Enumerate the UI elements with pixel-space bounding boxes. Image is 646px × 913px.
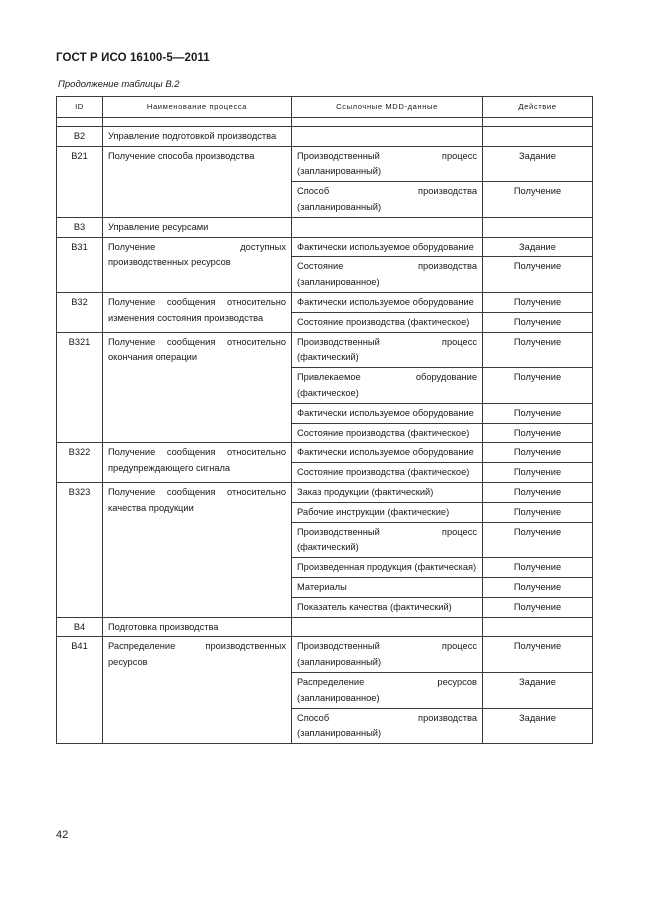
cell-process-name: Распределение производственных ресурсов: [103, 637, 292, 744]
cell-reference-data: [292, 617, 483, 637]
cell-reference-data: Способ производства (запланированный): [292, 708, 483, 744]
cell-reference-data: Производственный процесс (запланированный): [292, 637, 483, 673]
table-caption: Продолжение таблицы В.2: [58, 79, 180, 90]
cell-id: B41: [57, 637, 103, 744]
cell-id: B3: [57, 217, 103, 237]
cell-action: [483, 126, 593, 146]
cell-process-name: Получение сообщения относительно предупреждающего сигнала: [103, 443, 292, 483]
header-spacer-row: [57, 117, 593, 126]
cell-process-name: Получение сообщения относительно изменения состояния производства: [103, 292, 292, 332]
table-row: [57, 637, 593, 673]
cell-process-name: Получение сообщения относительно качества продукции: [103, 482, 292, 617]
table-row: [57, 146, 593, 182]
cell-action: Получение: [483, 558, 593, 578]
cell-reference-data: Состояние производства (фактическое): [292, 312, 483, 332]
cell-process-name: Получение доступных производственных ресурсов: [103, 237, 292, 292]
cell-process-name: Получение сообщения относительно окончания операции: [103, 332, 292, 443]
cell-action: Задание: [483, 146, 593, 182]
cell-action: Получение: [483, 182, 593, 218]
cell-action: Получение: [483, 423, 593, 443]
cell-action: Получение: [483, 292, 593, 312]
column-header-process-name: Наименование процесса: [103, 97, 292, 118]
table-header-row: [57, 97, 593, 118]
column-header-action: Действие: [483, 97, 593, 118]
cell-reference-data: Фактически используемое оборудование: [292, 292, 483, 312]
cell-reference-data: Производственный процесс (фактический): [292, 522, 483, 558]
cell-reference-data: Заказ продукции (фактический): [292, 482, 483, 502]
cell-process-name: Получение способа производства: [103, 146, 292, 217]
table-row: [57, 332, 593, 368]
cell-id: B32: [57, 292, 103, 332]
cell-process-name: Подготовка производства: [103, 617, 292, 637]
cell-action: Получение: [483, 522, 593, 558]
cell-reference-data: Производственный процесс (запланированный): [292, 146, 483, 182]
cell-reference-data: Распределение ресурсов (запланированное): [292, 672, 483, 708]
cell-id: B2: [57, 126, 103, 146]
document-code: ГОСТ Р ИСО 16100-5—2011: [56, 52, 210, 64]
cell-reference-data: Способ производства (запланированный): [292, 182, 483, 218]
cell-reference-data: Фактически используемое оборудование: [292, 443, 483, 463]
cell-reference-data: [292, 217, 483, 237]
cell-action: [483, 617, 593, 637]
page-number: 42: [56, 829, 69, 841]
cell-id: B321: [57, 332, 103, 443]
cell-reference-data: Привлекаемое оборудование (фактическое): [292, 368, 483, 404]
cell-id: B31: [57, 237, 103, 292]
table-row: [57, 126, 593, 146]
cell-reference-data: Состояние производства (фактическое): [292, 463, 483, 483]
cell-action: Получение: [483, 368, 593, 404]
table-row: [57, 482, 593, 502]
cell-action: Получение: [483, 597, 593, 617]
cell-action: Получение: [483, 403, 593, 423]
cell-reference-data: Рабочие инструкции (фактические): [292, 502, 483, 522]
cell-reference-data: Состояние производства (запланированное): [292, 257, 483, 293]
cell-action: Задание: [483, 708, 593, 744]
cell-action: Получение: [483, 463, 593, 483]
cell-action: Задание: [483, 672, 593, 708]
table-row: [57, 237, 593, 257]
process-table: [56, 96, 593, 744]
cell-reference-data: Фактически используемое оборудование: [292, 237, 483, 257]
cell-reference-data: Производственный процесс (фактический): [292, 332, 483, 368]
cell-id: B323: [57, 482, 103, 617]
cell-action: Получение: [483, 312, 593, 332]
cell-action: Получение: [483, 577, 593, 597]
cell-reference-data: Показатель качества (фактический): [292, 597, 483, 617]
cell-action: Получение: [483, 443, 593, 463]
table-row: [57, 617, 593, 637]
cell-reference-data: Произведенная продукция (фактическая): [292, 558, 483, 578]
cell-process-name: Управление ресурсами: [103, 217, 292, 237]
cell-reference-data: Состояние производства (фактическое): [292, 423, 483, 443]
cell-reference-data: Фактически используемое оборудование: [292, 403, 483, 423]
cell-process-name: Управление подготовкой производства: [103, 126, 292, 146]
cell-action: [483, 217, 593, 237]
table-row: [57, 443, 593, 463]
column-header-reference-data: Ссылочные MDD-данные: [292, 97, 483, 118]
cell-id: B21: [57, 146, 103, 217]
cell-reference-data: [292, 126, 483, 146]
table-row: [57, 217, 593, 237]
cell-action: Получение: [483, 257, 593, 293]
cell-action: Задание: [483, 237, 593, 257]
column-header-id: ID: [57, 97, 103, 118]
cell-reference-data: Материалы: [292, 577, 483, 597]
cell-action: Получение: [483, 637, 593, 673]
cell-action: Получение: [483, 502, 593, 522]
cell-action: Получение: [483, 482, 593, 502]
cell-id: B4: [57, 617, 103, 637]
cell-action: Получение: [483, 332, 593, 368]
cell-id: B322: [57, 443, 103, 483]
table-row: [57, 292, 593, 312]
